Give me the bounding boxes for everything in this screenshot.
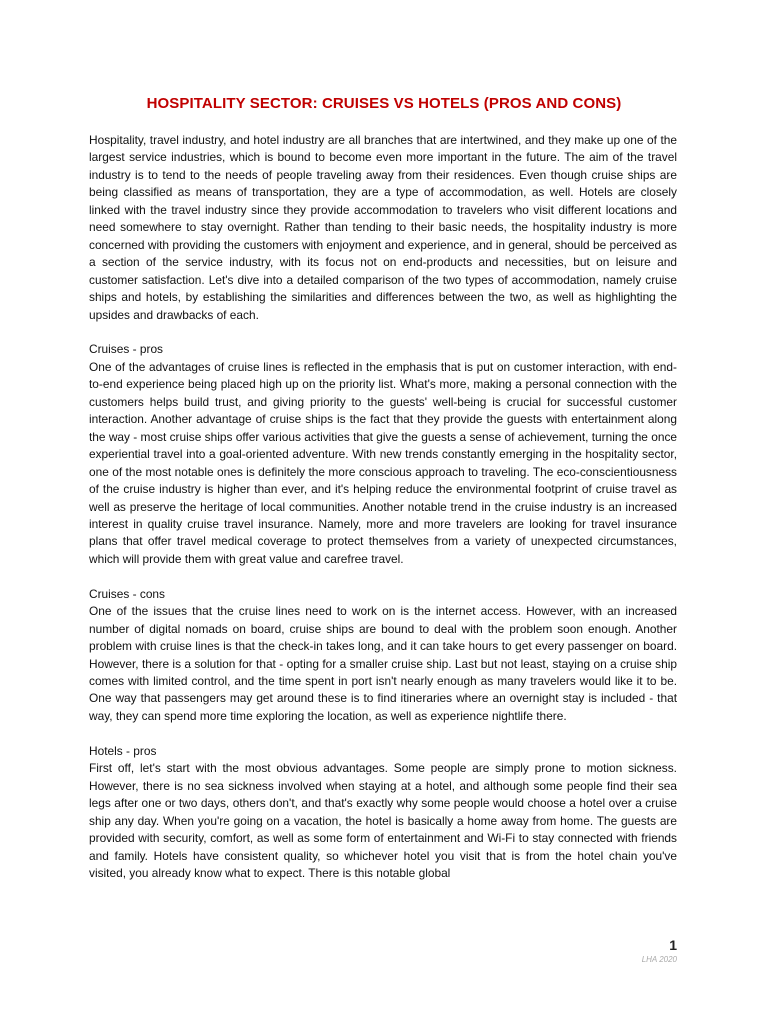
footer-note: LHA 2020: [641, 955, 677, 964]
section-heading-hotels-pros: Hotels - pros: [89, 743, 157, 758]
page-title: HOSPITALITY SECTOR: CRUISES VS HOTELS (PROS AND CONS): [146, 95, 622, 112]
section-body-cruises-pros: One of the advantages of cruise lines is reflected in the emphasis that is put on customer interaction, with end-to-end experience being placed high up on the priority list. What's more, making a personal connection with the customers helps build trust, and giving priority to the guests' well-being is crucial for successful customer interaction. Another advantage of cruise ships is the fact that they provide the guests with entertainment along the way - most cruise ships offer various activities that give the guests a sense of achievement, turning the once experiential travel into a goal-oriented adventure. With new trends constantly emerging in the hospitality sector, one of the most notable ones is definitely the more conscious approach to traveling. The eco-conscientiousness of the cruise industry is higher than ever, and it's helping reduce the environmental footprint of cruise travel as well as preserve the heritage of local communities. Another notable trend in the cruise industry is an increased interest in quality cruise travel insurance. Namely, more and more travelers are looking for travel insurance plans that offer travel medical coverage to protect themselves from a variety of unexpected circumstances, which will provide them with great value and carefree travel.: [89, 359, 678, 566]
section-body-cruises-cons: One of the issues that the cruise lines need to work on is the internet access. However, with an increased number of digital nomads on board, cruise ships are bound to deal with the problem soon enough. Another problem with cruise lines is that the check-in takes long, and it can take hours to get every passenger on board. However, there is a solution for that - opting for a smaller cruise ship. Last but not least, staying on a cruise ship comes with limited control, and the time spent in port isn't nearly enough as many travelers would like it to be. One way that passengers may get around these is to find itineraries where an overnight stay is included - that way, they can spend more time exploring the location, as well as experience nightlife there.: [89, 604, 677, 723]
page-number: 1: [669, 937, 677, 953]
section-heading-cruises-pros: Cruises - pros: [89, 342, 164, 357]
section-body-hotels-pros: First off, let's start with the most obvious advantages. Some people are simply prone to motion sickness. However, there is no sea sickness involved when staying at a hotel, and although some people find their sea legs after one or two days, others don't, and that's exactly why some people would choose a hotel over a cruise ship any day. When you're going on a vacation, the hotel is basically a home away from home. The guests are provided with security, comfort, as well as some form of entertainment and Wi-Fi to stay connected with friends and family. Hotels have consistent quality, so whichever hotel you visit that is from the hotel chain you've visited, you already know what to expect. There is this notable global: [89, 761, 677, 880]
intro-paragraph: Hospitality, travel industry, and hotel industry are all branches that are intertwined, and they make up one of the largest service industries, which is bound to become even more important in the future. The aim of the travel industry is to tend to the needs of people traveling away from their residences. Even though cruise ships are being classified as means of transportation, they are a type of accommodation, as well. Hotels are closely linked with the travel industry since they provide accommodation to travelers who visit different locations and need somewhere to stay overnight. Rather than tending to their basic needs, the hospitality industry is more concerned with providing the customers with enjoyment and experience, and in general, should be perceived as a section of the service industry, with its focus not on end-products and necessities, but on leisure and customer satisfaction. Let's dive into a detailed comparison of the two types of accommodation, namely cruise ships and hotels, by establishing the similarities and differences between the two, as well as highlighting the upsides and drawbacks of each.: [89, 133, 677, 322]
document-body: [89, 132, 677, 882]
section-heading-cruises-cons: Cruises - cons: [89, 586, 165, 601]
